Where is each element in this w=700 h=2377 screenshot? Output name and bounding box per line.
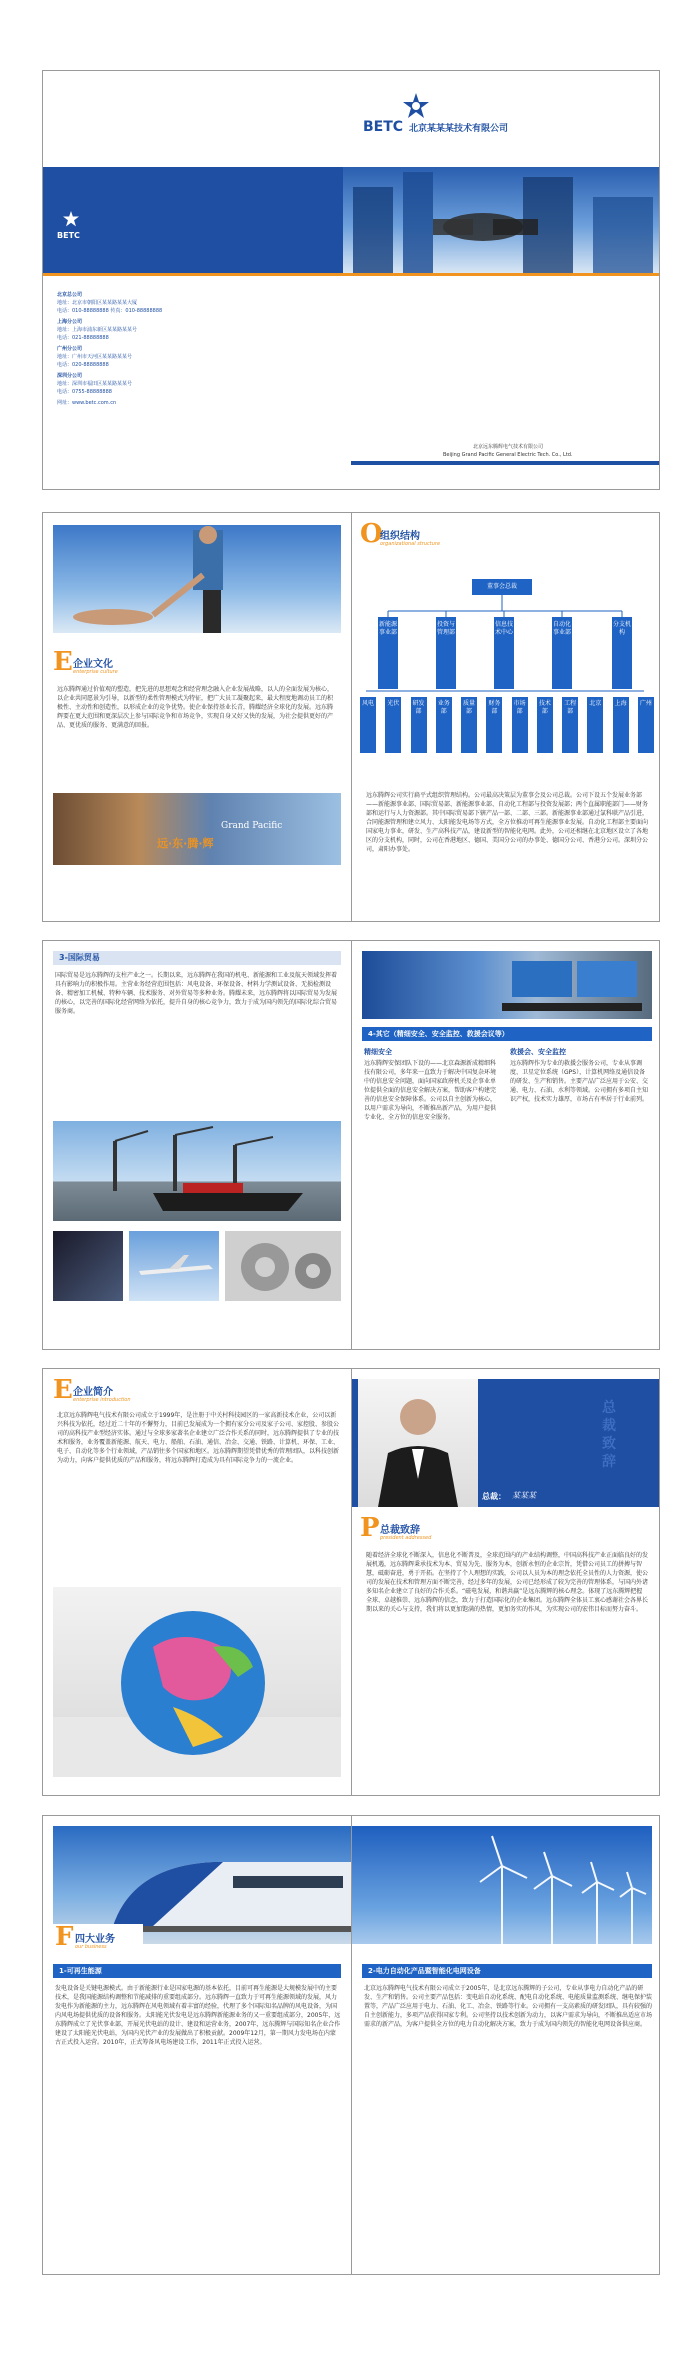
hands-reaching-image (53, 525, 341, 633)
org-node-l2: 信息技术中心 (494, 617, 514, 689)
culture-banner-image (53, 793, 341, 865)
contact-line: 深圳分公司 (57, 373, 83, 379)
business-page-right (352, 1816, 660, 2274)
spread-cover (42, 70, 660, 490)
company-name-cn: 北京某某某技术有限公司 (409, 124, 509, 134)
contact-line: 北京总公司 (57, 292, 83, 298)
logo-text: BETC (363, 119, 404, 135)
org-node-l3: 广州 (638, 697, 654, 753)
ceo-photo-panel (352, 1379, 660, 1507)
trade-page (43, 941, 352, 1349)
intro-initial: E (53, 1375, 73, 1405)
contact-line: 电话：020-88888888 (57, 362, 109, 368)
spread-trade (42, 940, 660, 1350)
cover-orange-line (43, 273, 660, 276)
ceo-text: 随着经济全球化不断深入，信息化不断普及，全球范围内的产业结构调整，中国高科技产业正面临良好的发展机遇，远东腾辉秉承技术为本、贸易为先、服务为本，创新永恒的企业宗旨，凭借公司员工的拼搏与智慧，砥砺奋进，勇于开拓。在坚持了个人理想的实践，公司以人员为本的理念依托全员性的人力资源，使公司的发展在技术和管理方面不断完善，经过多年的发展，公司已经形成了较为完善的管理体系，与国内外诸多知名企业建立了良好的合作关系。“磁电发展，和谐共赢”是远东腾辉的核心理念。体现了远东腾辉把握全球、卓越推崇、远东腾辉的信念，致力于打造国际化的企业集团。远东腾辉全体员工衷心感谢社会各界长期以来的关心与支持，我们将以更加饱满的热情，更加务实的作风，为实现公司的宏伟目标而努力奋斗。 (366, 1552, 648, 1613)
wind-turbines-image (352, 1826, 652, 1944)
spread-intro-ceo (42, 1368, 660, 1796)
org-node-l3: 风电 (360, 697, 376, 753)
org-node-l3: 质量部 (461, 697, 477, 753)
culture-page (43, 513, 352, 921)
logo-star-icon (403, 93, 429, 119)
trade-text: 国际贸易是远东腾辉的支柱产业之一。长期以来，远东腾辉在我国的机电、新能源和工业及航天领域发挥着具有影响力的积极作用。主营业务经营范围包括：风电设备、环保设备、材料力学测试设备、无损检测设备、精密加工机械、特种车辆、技术服务、对外贸易等多种业务。腾耀未来，远东腾辉将以国际贸易为发展的核心，以完善的国际化经营网络为依托，提升自身的核心竞争力，致力于成为国内领先的国际化综合贸易服务商。 (55, 972, 338, 1015)
logo-star-small-icon (63, 211, 79, 227)
org-node-l3: 上海 (613, 697, 629, 753)
org-title: 组织结构 (380, 531, 420, 542)
org-node-l2: 投资与管理部 (436, 617, 456, 689)
buildings-shape (343, 167, 660, 273)
company-name-en: Beijing Grand Pacific General Electric Tech. Co., Ltd. (443, 452, 573, 458)
trade-heading: 3-国际贸易 (53, 951, 341, 965)
col-a-text: 远东腾辉安保团队下设的——北京森源新成精细科技有限公司，多年来一直致力于解决中国复杂环境中的信息安全问题，面向国家政府机关及企事业单位提供全面的信息安全解决方案，帮助客户构建完善的信息安全保障体系。公司以自主创新为核心，以用户需求为导向，不断推出新产品，为用户提供专业化、全方位的信息安全服务。 (364, 1060, 497, 1121)
globe-image (53, 1587, 341, 1777)
col-b-title: 救援会、安全监控 (510, 1048, 566, 1056)
bearings-shape (225, 1231, 341, 1301)
org-node-l3: 技术部 (537, 697, 553, 753)
ceo-figure (358, 1379, 478, 1507)
contact-line: 地址：北京市朝阳区某某路某某大厦 (57, 300, 138, 306)
org-node-top: 董事会总裁 (472, 579, 532, 595)
ceo-title: 总裁致辞 (380, 1525, 420, 1536)
org-text: 远东腾辉公司实行扁平式组织管理结构。公司最高决策层为董事会及公司总裁。公司下设五个发展业务部——新能源事业部、国际贸易部、新能源事业部、自动化工程部与投资发展部；两个直属职能部门——财务部和运行与人力资源部。其中国际贸易部下辖产品一部、二部、三部。新能源事业部通过氯科联产品引进，合同能源管理和建立风力、太阳能发电场等方式，全方位推动可再生能源事业发展。自动化工程部主要面向国家电力事业，研发、生产高科技产品，建设新型的智能化电网。此外，公司还相继在北京地区设立了各地区的分支机构，同时，公司在香港地区、德国、美国分公司的办事处、德国分公司、香港分公司。深圳分公司，肃阳办事处。 (366, 792, 648, 853)
hands-shape (53, 525, 341, 633)
org-subtitle: organizational structure (380, 541, 441, 547)
ceo-name: 某某某 (512, 1491, 536, 1500)
org-node-l2: 自动化事业部 (552, 617, 572, 689)
org-initial: O (360, 519, 383, 549)
contact-line: 上海分公司 (57, 319, 83, 325)
org-node-l3: 业务部 (436, 697, 452, 753)
meeting-image (362, 951, 652, 1019)
org-page (352, 513, 660, 921)
port-cranes-image (53, 1121, 341, 1221)
back-cover-page (43, 71, 660, 489)
contact-line: 网址：www.betc.com.cn (57, 400, 117, 406)
airplane-icon (129, 1231, 219, 1301)
org-node-l3: 光伏 (385, 697, 401, 753)
biz-text2: 北京远东腾辉电气技术有限公司成立于2005年，是北京远东腾辉的子公司，专业从事电力自动化产品的研发、生产和销售。公司主要产品包括：变电站自动化系统、配电自动化系统、电能质量监测系统、继电保护装置等，产品广泛应用于电力、石油、化工、冶金、铁路等行业。公司拥有一支高素质的研发团队，具有较强的自主创新能力，多项产品获得国家专利。公司坚持以技术创新为动力，以客户需求为导向，不断推出适应市场需求的新产品，为客户提供全方位的电力自动化解决方案，致力于成为国内领先的智能化电网设备供应商。 (364, 1985, 652, 2028)
ceo-initial: P (360, 1513, 380, 1543)
org-node-l3: 工程部 (562, 697, 578, 753)
banner-cn: 远·东·腾·辉 (157, 837, 214, 850)
spread-culture-org (42, 512, 660, 922)
contact-line: 广州分公司 (57, 346, 83, 352)
ceo-side-text: 总裁致辞 (602, 1400, 616, 1470)
other-page (352, 941, 660, 1349)
contact-line: 地址：深圳市福田区某某路某某号 (57, 381, 133, 387)
contact-line: 地址：广州市天河区某某路某某号 (57, 354, 133, 360)
contacts-block (57, 291, 277, 407)
biz-text1: 发电设备是关键电源模式。由于新能源行业是国家电源的基本依托，目前可再生能源是大规模发展中的主要技术，是我国能源结构调整和节能减排的重要组成部分。远东腾辉一直致力于可再生能源领域的发展，风力发电作为新能源的主力，远东腾辉在风电领域有着丰富的经验，代理了多个国际知名品牌的风电设备，为国内风电场提供优质的设备和服务。太阳能光伏发电是远东腾辉新能源业务的又一重要组成部分，2005年，远东腾辉成立了光伏事业部，开展光伏电站的设计、建设和运营业务，2007年，远东腾辉与国际知名企业合作建设了太阳能光伏电站，为国内光伏产业的发展做出了积极贡献。2009年12月，第一期风力发电场在内蒙古正式投入运营。2010年，正式筹备风电场建设工作，2011年正式投入运营。 (55, 1985, 341, 2046)
contact-line: 电话：010-88888888 传真：010-88888888 (57, 308, 163, 314)
col-a-title: 精细安全 (364, 1048, 392, 1056)
airplane-image (129, 1231, 219, 1301)
contact-line: 地址：上海市浦东新区某某路某某号 (57, 327, 138, 333)
spread-business (42, 1815, 660, 2275)
culture-text: 远东腾辉通过价值观的塑造，把先进的思想观念和经营理念融入企业发展战略，以人的全面发展为核心，以企业共同愿景为引导，以新型的柔性管理模式为特征，把广大员工凝聚起来，最大程度地调动员工的积极性、主动性和创造性，以形成企业的竞争优势。使企业保持基业长青，腾耀经济全球化的发展。远东腾辉要在更大范围和更深层次上参与国际竞争和市场竞争，实现自身又好又快的发展，为社会提供更好的产品、更优质的服务、更满意的回报。 (57, 686, 334, 729)
org-level3-row (360, 697, 654, 753)
business-page-left (43, 1816, 352, 2274)
banner-en: Grand Pacific (221, 821, 283, 831)
ceo-label: 总裁： (482, 1492, 506, 1501)
cranes-shape (53, 1121, 341, 1221)
org-node-l2: 分支机构 (612, 617, 632, 689)
org-node-l3: 财务部 (486, 697, 502, 753)
col-b-text: 远东腾辉作为专业的救援会服务公司，专业从事调度、卫星定位系统（GPS），计算机网络及通信设备的研发、生产和销售。主要产品广泛应用于公安、交通、电力、石油、水利等领域。公司拥有多项自主知识产权，技术实力雄厚，市场占有率居于行业前列。 (510, 1060, 649, 1103)
intro-subtitle: enterprise introduction (73, 1397, 131, 1403)
intro-page (43, 1369, 352, 1795)
small-logo (57, 211, 97, 251)
other-heading: 4-其它（精细安全、安全监控、救援会议等） (368, 1030, 509, 1038)
culture-subtitle: enterprise culture (73, 669, 118, 675)
small-logo-text: BETC (57, 231, 80, 240)
biz-title: 四大业务 (75, 1934, 115, 1945)
company-name-small: 北京远东腾辉电气技术有限公司 (473, 444, 544, 450)
top-logo (363, 99, 523, 139)
biz-head2: 2-电力自动化产品暨智能化电网设备 (368, 1967, 481, 1975)
ceo-subtitle: president addressed (380, 1535, 432, 1541)
handshake-city-image (343, 167, 660, 273)
org-node-l3: 市场部 (512, 697, 528, 753)
bearings-image (225, 1231, 341, 1301)
biz-subtitle: our business (75, 1944, 107, 1950)
culture-initial: E (53, 647, 73, 677)
ceo-page (352, 1369, 660, 1795)
biz-initial: F (55, 1922, 74, 1952)
machine-image (53, 1231, 123, 1301)
org-node-l3: 北京 (587, 697, 603, 753)
contact-line: 电话：021-88888888 (57, 335, 109, 341)
meeting-shape (362, 951, 652, 1019)
turbines-shape (352, 1826, 652, 1944)
globe-shape (53, 1587, 341, 1777)
intro-title: 企业简介 (73, 1387, 113, 1398)
biz-head1: 1-可再生能源 (59, 1967, 102, 1975)
intro-text: 北京远东腾辉电气技术有限公司成立于1999年，是注册于中关村科技园区的一家高新技术企业，公司以新兴科技为依托，经过近二十年的不懈努力，目前已发展成为一个拥有家分公司及家子公司、家控股、参股公司的高科技产业型经济实体。通过与全球多家著名企业建立广泛合作关系的同时，远东腾辉提供了专业的技术和服务，业务覆盖新能源、航天、电力、船舶、石油、通信、冶金、交通、铁路、计算机、环保、工业、电子、自动化等多个行业领域，产品销往多个国家和地区。远东腾辉期望凭借优秀的管理团队，以科技创新为动力，向客户提供优质的产品和服务，将远东腾辉打造成为具有国际竞争力的一流企业。 (57, 1412, 339, 1464)
ceo-photo (358, 1379, 478, 1507)
culture-title: 企业文化 (73, 659, 113, 670)
contact-line: 电话：0755-88888888 (57, 389, 112, 395)
cover-bottom-bar (351, 461, 660, 465)
org-node-l2: 新能源事业部 (378, 617, 398, 689)
org-node-l3: 研发部 (411, 697, 427, 753)
